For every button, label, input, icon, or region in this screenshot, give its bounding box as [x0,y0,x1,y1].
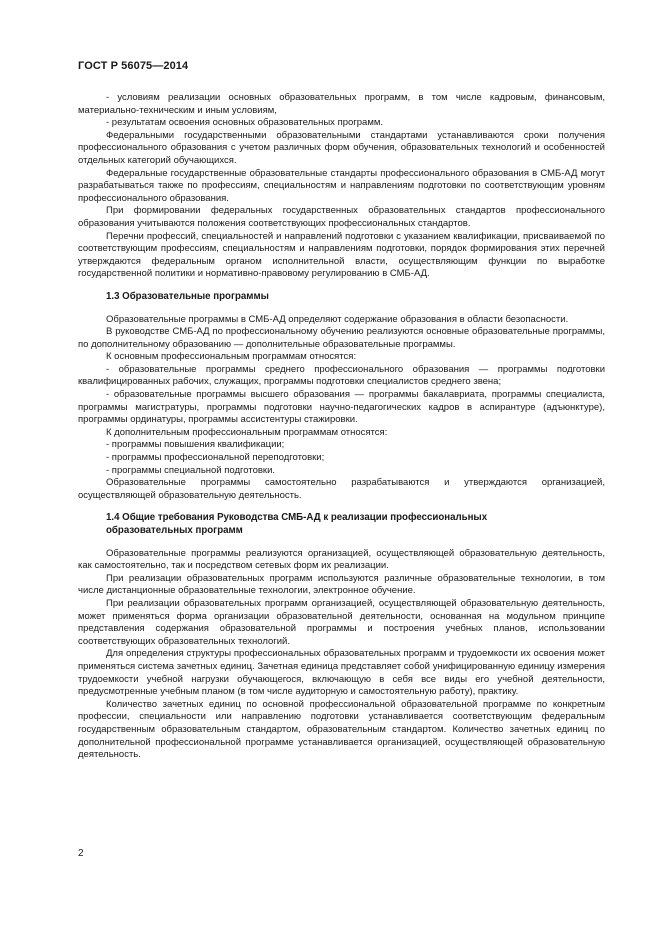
section-heading-1-4 [106,512,605,537]
paragraph: К дополнительным профессиональным программам относятся: [106,426,388,438]
paragraph: - образовательные программы высшего образования — программы бакалавриата, программы специалиста, программы магистратуры, программы подготовки научно-педагогических кадров в аспирантуре (адъюнктуре), программы ординатуры, программы ассистентуры стажировки. [78,389,605,426]
list-item: - программы специальной подготовки. [106,464,276,476]
page-number: 2 [78,848,84,859]
list-item: - программы повышения квалификации; [106,439,285,451]
paragraph: - результатам освоения основных образовательных программ. [106,117,384,129]
paragraph: - образовательные программы среднего профессионального образования — программы подготовки квалифицированных рабочих, служащих, программы подготовки специалистов среднего звена; [78,363,605,388]
section-heading-1-3: 1.3 Образовательные программы [106,290,269,302]
paragraph: Перечни профессий, специальностей и направлений подготовки с указанием квалификации, присваиваемой по соответствующим профессиям, специальностям и направлениям подготовки, порядок формирования этих перечней утверждаются федеральным органом исполнительной власти, осуществляющим функции по выработке государственной политики и нормативно-правовому регулированию в СМБ-АД. [78,230,605,280]
paragraph: Образовательные программы в СМБ-АД определяют содержание образования в области безопасности. [106,313,569,325]
document-body [78,92,605,762]
section-heading-line: 1.4 Общие требования Руководства СМБ-АД к реализации профессиональных [106,512,488,524]
paragraph: Федеральными государственными образовательными стандартами устанавливаются сроки получения профессионального образования с учетом различных форм обучения, образовательных технологий и особенностей отдельных категорий обучающихся. [78,129,605,166]
paragraph: При реализации образовательных программ организацией, осуществляющей образовательную деятельность, может применяться форма организации образовательной деятельности, основанная на модульном принципе представления содержания образовательной программы и построения учебных планов, использовании соответствующих образовательных технологий. [78,597,605,647]
paragraph: При реализации образовательных программ используются различные образовательные технологии, в том числе дистанционные образовательные технологии, электронное обучение. [78,572,605,597]
document-header: ГОСТ Р 56075—2014 [78,60,189,72]
paragraph: - условиям реализации основных образовательных программ, в том числе кадровым, финансовым, материально-техническим и иным условиям, [78,92,605,116]
paragraph: Федеральные государственные образовательные стандарты профессионального образования в СМБ-АД могут разрабатываться также по профессиям, специальностям и направлениям подготовки по соответствующим уровням профессионального образования. [78,167,605,204]
paragraph: К основным профессиональным программам относятся: [106,351,357,363]
paragraph: Количество зачетных единиц по основной профессиональной образовательной программе по конкретным профессии, специальности или направлению подготовки устанавливается соответствующим федеральным государственным образовательным стандартом, образовательным стандартом. Количество зачетных единиц по дополнительной профессиональной программе устанавливается организацией, осуществляющей образовательную деятельность. [78,698,605,761]
section-heading-line: образовательных программ [106,525,243,536]
paragraph: Образовательные программы самостоятельно разрабатываются и утверждаются организацией, осуществляющей образовательную деятельность. [78,477,605,501]
paragraph: Образовательные программы реализуются организацией, осуществляющей образовательную деятельность, как самостоятельно, так и посредством сетевых форм их реализации. [78,547,605,572]
paragraph: Для определения структуры профессиональных образовательных программ и трудоемкости их освоения может применяться система зачетных единиц. Зачетная единица представляет собой унифицированную единицу измерения трудоемкости учебной нагрузки обучающегося, включающую в себя все виды его учебной деятельности, предусмотренные учебным планом (в том числе аудиторную и самостоятельную работу), практику. [78,648,605,698]
paragraph: При формировании федеральных государственных образовательных стандартов профессионального образования учитываются положения соответствующих профессиональных стандартов. [78,205,605,229]
list-item: - программы профессиональной переподготовки; [106,452,325,464]
paragraph: В руководстве СМБ-АД по профессиональному обучению реализуются основные образовательные программы, по дополнительному образованию — дополнительные образовательные программы. [78,326,605,350]
